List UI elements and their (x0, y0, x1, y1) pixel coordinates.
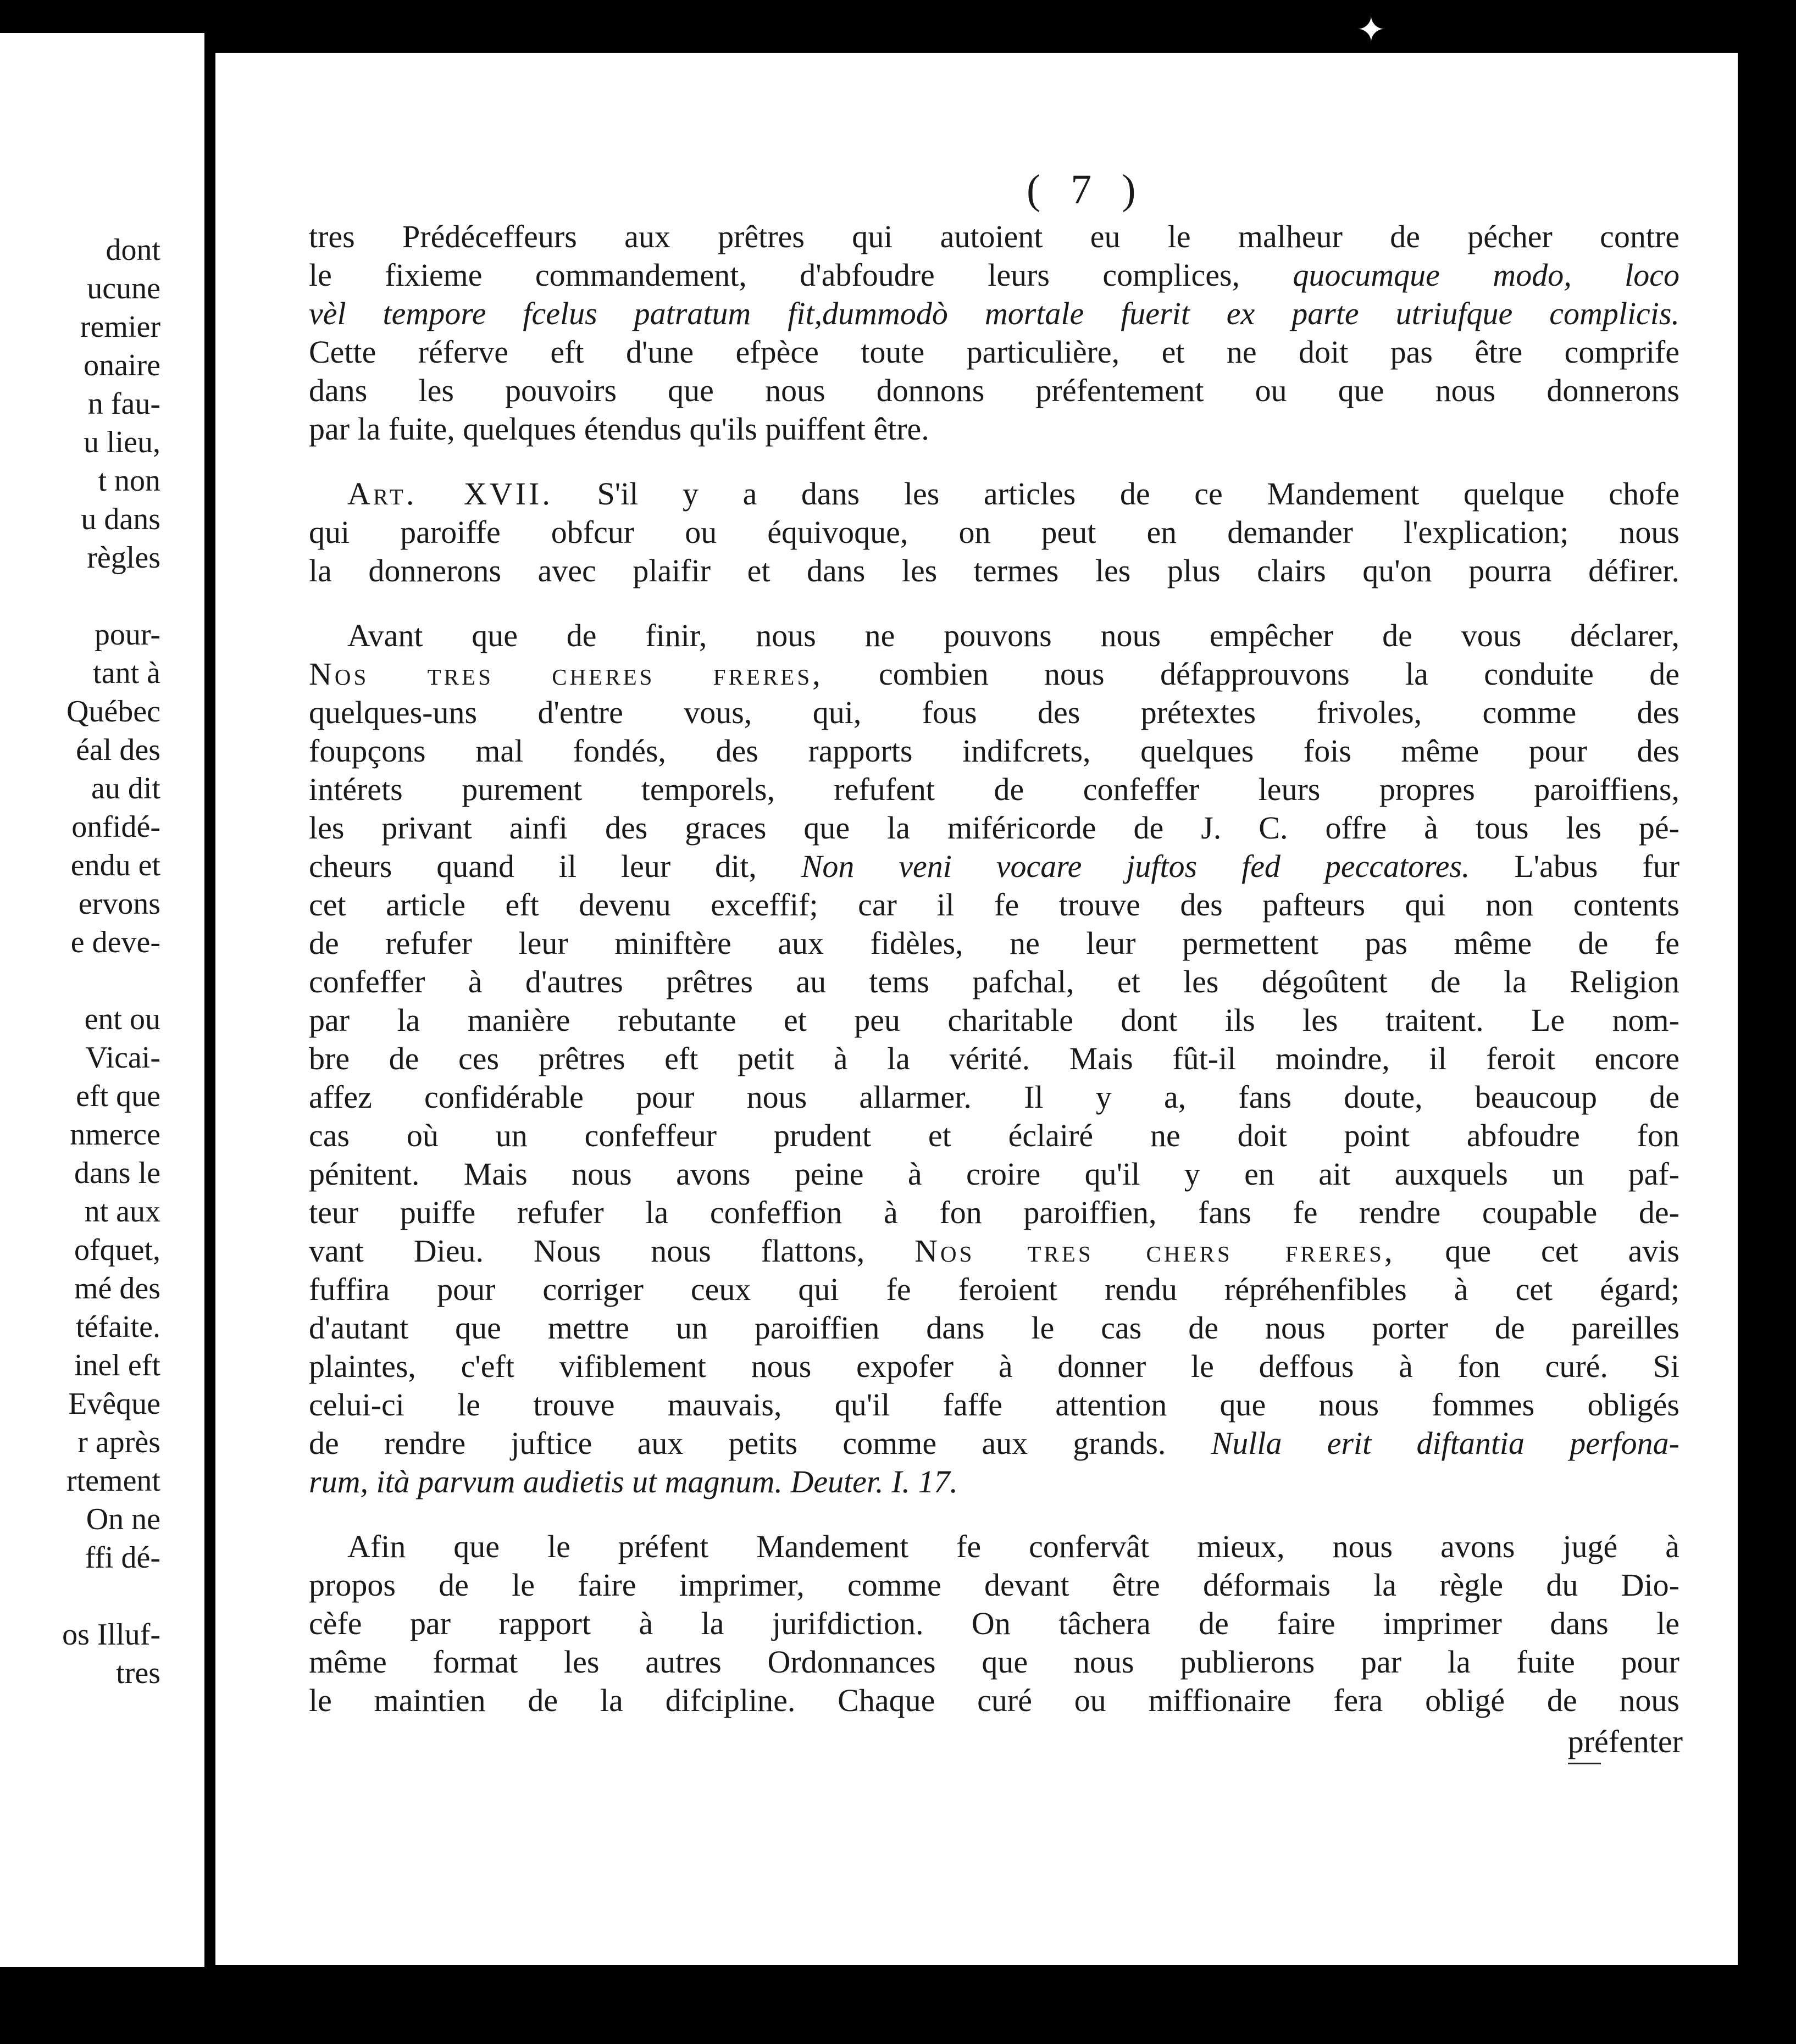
text-line: teur puiffe refufer la confeffion à fon paroiffien, fans fe rendre coupable de- (309, 1195, 1679, 1230)
fragment-line: r après (77, 1425, 160, 1459)
text-line: le maintien de la difcipline. Chaque curé ou miffionaire fera obligé de nous (309, 1682, 1679, 1718)
edge-mark: ✦ (1356, 10, 1386, 49)
fragment-line: onfidé- (71, 810, 160, 844)
fragment-line: remier (80, 310, 160, 344)
fragment-line: téfaite. (76, 1310, 160, 1344)
text-line: intérets purement temporels, refufent de confeffer leurs propres paroiffiens, (309, 771, 1679, 807)
article-label: Art. XVII. (347, 476, 553, 512)
text-line: pénitent. Mais nous avons peine à croire qu'il y en ait auxquels un paf- (309, 1156, 1679, 1192)
fragment-line: règles (87, 541, 160, 575)
text-line: confeffer à d'autres prêtres au tems pafchal, et les dégoûtent de la Religion (309, 964, 1679, 999)
text-line: les privant ainfi des graces que la miféricorde de J. C. offre à tous les pé- (309, 810, 1679, 846)
previous-page-fragment (0, 33, 204, 1967)
text-line: cheurs quand il leur dit, Non veni vocare juftos fed peccatores. L'abus fur (309, 848, 1680, 884)
fragment-line: ofquet, (74, 1233, 160, 1267)
fragment-line: au dit (91, 771, 160, 806)
fragment-line: tant à (93, 656, 160, 690)
text-line: celui-ci le trouve mauvais, qu'il faffe attention que nous fommes obligés (309, 1387, 1679, 1423)
text-line: de refufer leur miniftère aux fidèles, ne leur permettent pas même de fe (309, 925, 1679, 961)
text-line: Nos tres cheres freres, combien nous défapprouvons la conduite de (309, 656, 1679, 692)
latin-quote: Nulla erit diftantia perfona- (1211, 1425, 1679, 1461)
text-line: fuffira pour corriger ceux qui fe feroient rendu répréhenfibles à cet égard; (309, 1271, 1679, 1307)
text-line: Avant que de finir, nous ne pouvons nous empêcher de vous déclarer, (347, 618, 1679, 653)
text-line: Cette réferve eft d'une efpèce toute particulière, et ne doit pas être comprife (309, 334, 1679, 370)
text-line: la donnerons avec plaifir et dans les termes les plus clairs qu'on pourra défirer. (309, 553, 1679, 588)
fragment-line: ffi dé- (85, 1541, 160, 1575)
fragment-line: endu et (70, 848, 160, 882)
text-line: Afin que le préfent Mandement fe confervât mieux, nous avons jugé à (347, 1529, 1679, 1564)
fragment-line: nt aux (84, 1195, 160, 1229)
text-line: affez confidérable pour nous allarmer. Il y a, fans doute, beaucoup de (309, 1079, 1679, 1115)
text-line: d'autant que mettre un paroiffien dans le cas de nous porter de pareilles (309, 1310, 1679, 1346)
latin-quote: Non veni vocare juftos fed peccatores. (801, 848, 1470, 884)
fragment-line: inel eft (74, 1348, 160, 1382)
fragment-line: Québec (66, 695, 160, 729)
document-page (215, 53, 1738, 1965)
text-line: par la manière rebutante et peu charitable dont ils les traitent. Le nom- (309, 1002, 1679, 1038)
fragment-line: t non (98, 464, 160, 498)
text-line: de rendre juftice aux petits comme aux grands. Nulla erit diftantia perfona- (309, 1425, 1679, 1461)
text-line: rum, ità parvum audietis ut magnum. Deuter. I. 17. (309, 1464, 958, 1499)
fragment-line: Evêque (68, 1387, 160, 1421)
fragment-line: ucune (87, 271, 160, 306)
scripture-reference: Deuter. I. 17. (790, 1464, 958, 1499)
fragment-line: os Illuf- (62, 1618, 160, 1652)
fragment-line: On ne (86, 1502, 160, 1536)
fragment-line: mé des (74, 1271, 160, 1306)
text-line: cèfe par rapport à la jurifdiction. On tâchera de faire imprimer dans le (309, 1606, 1679, 1641)
fragment-line: eft que (76, 1079, 160, 1113)
text-line: foupçons mal fondés, des rapports indifcrets, quelques fois même pour des (309, 733, 1679, 769)
text-line: vèl tempore fcelus patratum fit,dummodò mortale fuerit ex parte utriufque complicis. (309, 296, 1679, 331)
fragment-line: onaire (84, 348, 160, 382)
text-line: plaintes, c'eft vifiblement nous expofer à donner le deffous à fon curé. Si (309, 1348, 1679, 1384)
page-body (309, 218, 1679, 1720)
fragment-line: u dans (81, 502, 160, 536)
text-line: cas où un confeffeur prudent et éclairé ne doit point abfoudre fon (309, 1118, 1679, 1153)
text-line: par la fuite, quelques étendus qu'ils puiffent être. (309, 411, 929, 447)
text-line: même format les autres Ordonnances que nous publierons par la fuite pour (309, 1644, 1679, 1680)
fragment-line: ent ou (84, 1002, 160, 1036)
catchword: préfenter (1567, 1724, 1683, 1759)
fragment-line: éal des (76, 733, 160, 767)
article-heading-line: Art. XVII. S'il y a dans les articles de ce Mandement quelque chofe (347, 476, 1680, 512)
fragment-line: e deve- (70, 925, 160, 959)
fragment-line: rtement (66, 1464, 160, 1498)
fragment-line: dont (106, 233, 160, 267)
text-line: dans les pouvoirs que nous donnons préfentement ou que nous donnerons (309, 373, 1679, 408)
fragment-line: pour- (94, 618, 160, 652)
fragment-line: nmerce (70, 1118, 160, 1152)
text-line: qui paroiffe obfcur ou équivoque, on peut en demander l'explication; nous (309, 514, 1679, 550)
text-line: cet article eft devenu exceffif; car il fe trouve des pafteurs qui non contents (309, 887, 1679, 923)
fragment-line: tres (116, 1656, 160, 1690)
fragment-line: ervons (78, 887, 160, 921)
fragment-line: dans le (74, 1156, 160, 1190)
page-number: ( 7 ) (1027, 166, 1146, 213)
fragment-line: u lieu, (84, 425, 160, 459)
text-line: propos de le faire imprimer, comme devant être déformais la règle du Dio- (309, 1567, 1679, 1603)
text-line: bre de ces prêtres eft petit à la vérité. Mais fût-il moindre, il feroit encore (309, 1041, 1679, 1076)
text-line: tres Prédéceffeurs aux prêtres qui autoient eu le malheur de pécher contre (309, 219, 1679, 254)
text-line: vant Dieu. Nous nous flattons, Nos tres chers freres, que cet avis (309, 1233, 1680, 1269)
text-line: quelques-uns d'entre vous, qui, fous des prétextes frivoles, comme des (309, 695, 1679, 730)
fragment-line: n fau- (87, 387, 160, 421)
fragment-line: Vicai- (85, 1041, 160, 1075)
text-line: le fixieme commandement, d'abfoudre leurs complices, quocumque modo, loco (309, 257, 1679, 293)
